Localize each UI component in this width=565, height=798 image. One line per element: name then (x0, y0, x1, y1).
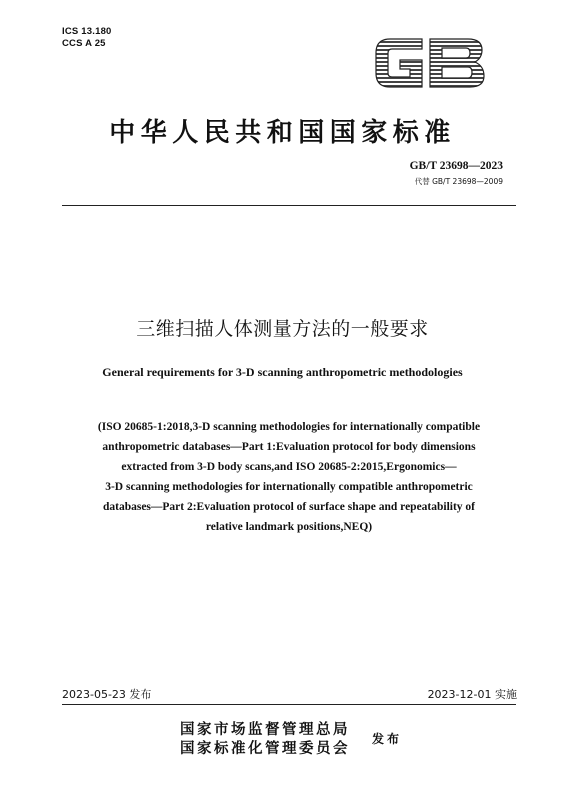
issuer-line-2: 国家标准化管理委员会 (180, 740, 350, 757)
iso-line: extracted from 3-D body scans,and ISO 20685-2:2015,Ergonomics— (121, 461, 457, 473)
issued-label: 发布 (372, 732, 403, 746)
ccs-code: CCS A 25 (62, 38, 106, 49)
iso-line: anthropometric databases—Part 1:Evaluation protocol for body dimensions (102, 441, 476, 453)
standard-code: GB/T 23698—2023 (409, 160, 503, 172)
iso-line: 3-D scanning methodologies for internationally compatible anthropometric (105, 481, 473, 493)
english-title: General requirements for 3-D scanning anthropometric methodologies (102, 365, 463, 379)
bottom-divider (62, 704, 516, 705)
issuing-authorities (180, 720, 350, 758)
top-divider (62, 205, 516, 206)
chinese-title: 三维扫描人体测量方法的一般要求 (136, 318, 429, 340)
ics-code: ICS 13.180 (62, 26, 112, 37)
iso-reference-block (62, 417, 516, 537)
standard-type-title: 中华人民共和国国家标准 (109, 118, 456, 148)
iso-line: databases—Part 2:Evaluation protocol of surface shape and repeatability of (102, 501, 476, 513)
iso-line: relative landmark positions,NEQ) (205, 521, 373, 533)
implementation-date: 2023-12-01 实施 (427, 688, 517, 701)
replaces-code: 代替 GB/T 23698—2009 (414, 177, 503, 186)
issue-date: 2023-05-23 发布 (62, 688, 152, 701)
gb-logo (372, 33, 488, 93)
iso-line: (ISO 20685-1:2018,3-D scanning methodologies for internationally compatible (97, 421, 481, 433)
ics-ccs-codes (62, 26, 112, 50)
issuer-line-1: 国家市场监督管理总局 (180, 721, 350, 738)
